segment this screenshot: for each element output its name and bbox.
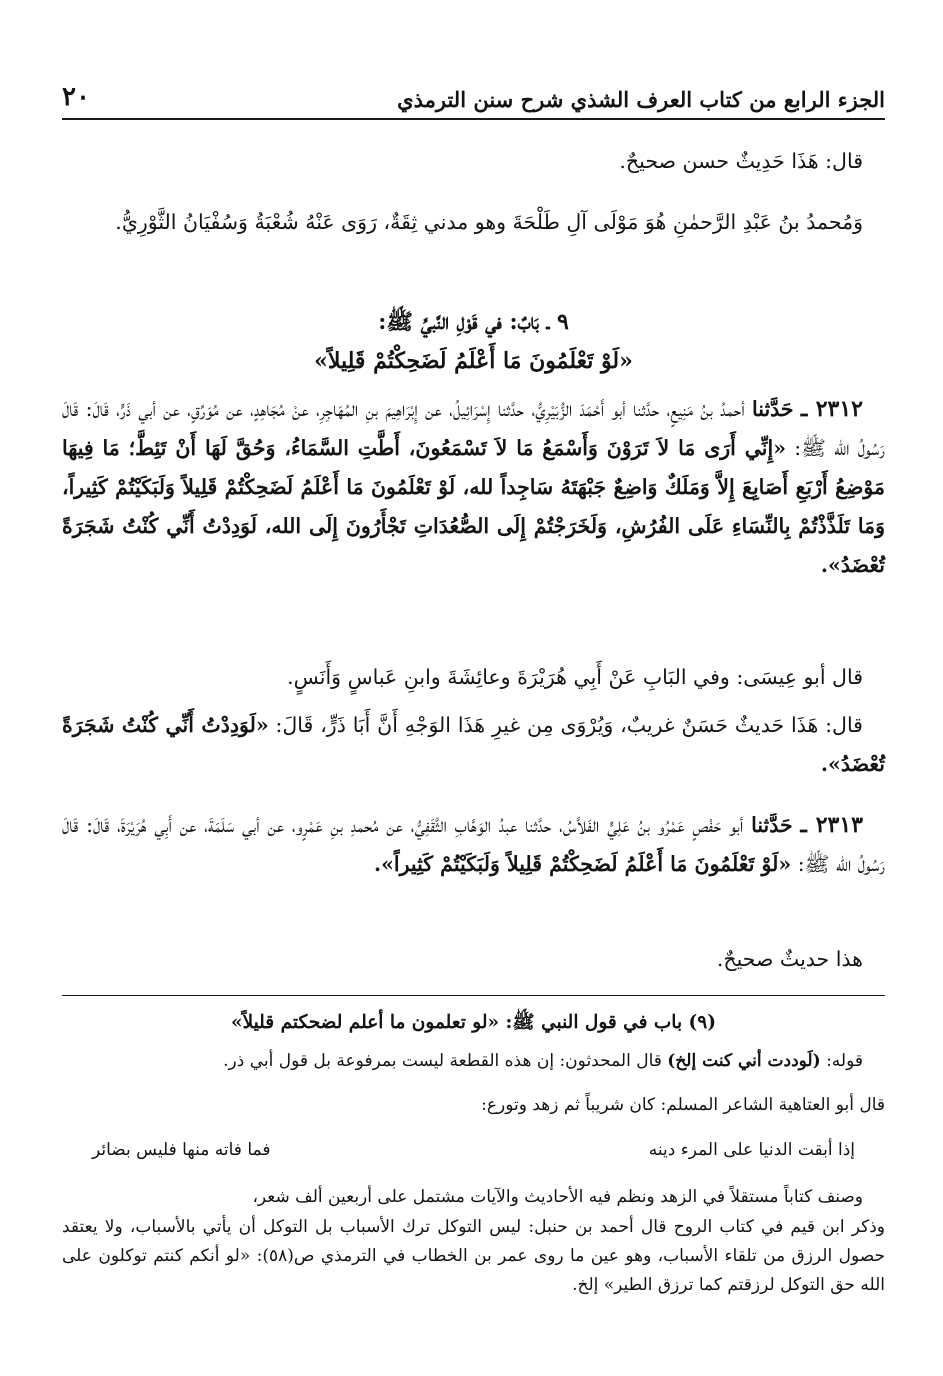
grading-text: قال: هَذَا حَديثٌ حَسَنٌ غريبٌ، وَيُرْوَى مِن غيرِ هَذَا الوَجْهِ أَنَّ أَبَا ذَرٍّ، قَالَ: (275, 713, 863, 737)
footnote-divider (62, 995, 885, 996)
footnote-1-text: قال المحدثون: إن هذه القطعة ليست بمرفوعة بل قول أبي ذر. (223, 1051, 662, 1071)
page-number: ٢٠ (62, 82, 90, 112)
intro-line-1: قال: هَذَا حَدِيثٌ حسن صحيحٌ. (619, 149, 863, 173)
verse-hemistich-2: فما فاته منها فليس بضائر (92, 1140, 271, 1160)
hadith-opening: حَدَّثنا (752, 397, 794, 421)
hadith-number: ٢٣١٢ ـ (800, 396, 863, 422)
chapter-title-line-2: «لَوْ تَعْلَمُونَ مَا أَعْلَمُ لَضَحِكْتُمْ قَلِيلاً» (314, 348, 633, 374)
hadith-verdict: هذا حديثٌ صحيحٌ. (716, 947, 863, 971)
hadith-2312 (62, 390, 885, 585)
running-header (62, 78, 885, 120)
footnote-heading: (٩) باب في قول النبي ﷺ: «لو تعلمون ما أعلم لضحكتم قليلاً» (231, 1012, 716, 1033)
grading-comment (62, 706, 885, 784)
hadith-opening: حَدَّثنا (751, 813, 793, 837)
chapter-title-line-1: ٩ ـ بَابٌ: في قَوْلِ النَّبيِّ ﷺ: (378, 309, 569, 335)
abu-isa-comment: قال أبو عِيسَى: وفي البَابِ عَنْ أَبِي هُرَيْرَةَ وعائِشَةَ وابنِ عَباسٍ وَأَنَسٍ. (287, 665, 863, 689)
footnote-2: قال أبو العتاهية الشاعر المسلم: كان شريباً ثم زهد وتورع: (481, 1095, 885, 1115)
hadith-matn: «لَوْ تَعْلَمُونَ مَا أَعْلَمُ لَضَحِكْتُمْ قَلِيلاً وَلَبَكَيْتُمْ كَثِيراً». (373, 852, 792, 876)
footnote-4: وذكر ابن قيم في كتاب الروح قال أحمد بن حنبل: ليس التوكل ترك الأسباب بل التوكل أن يأتي بالأسباب، ولا يعتقد حصول الرزق من تلقاء الأسباب، وهو عين ما روى عمر بن الخطاب في الترمذي ص(٥٨): «لو أنكم كنتم توكلون على الله حق التوكل لرزقتم كما ترزق الطير» إلخ. (62, 1217, 885, 1295)
footnote-1-lead: قوله: (826, 1051, 863, 1071)
footnote-3: وصنف كتاباً مستقلاً في الزهد ونظم فيه الأحاديث والآيات مشتمل على أربعين ألف شعر، (252, 1187, 863, 1207)
footnote-1 (62, 1047, 885, 1076)
grading-quote: «لَوَدِدْتُ أَنِّي كُنْتُ شَجَرَةً تُعْضَدُ». (62, 713, 885, 776)
page (62, 0, 885, 1376)
hadith-2313 (62, 806, 885, 884)
hadith-number: ٢٣١٣ ـ (800, 812, 863, 838)
running-title: الجزء الرابع من كتاب العرف الشذي شرح سنن الترمذي (397, 87, 885, 112)
footnote-1-quote: (لَوددت أني كنت إلخ) (667, 1051, 821, 1071)
hadith-isnad: أبو حَفْصٍ عَمْرُو بنُ عَلِيٍّ الفَلاَّسُ، حدَّثنا عبدُ الوَهَّابِ الثَّقَفِيُّ، عن مُحمدِ بنِ عَمْرٍو، عن أبي سَلَمَةَ، عن أَبِي هُرَيْرَةَ، قَالَ: قَالَ رَسُولُ الله ﷺ: (62, 813, 885, 876)
hadith-matn: «إِنِّي أَرَى مَا لاَ تَرَوْنَ وَأَسْمَعُ مَا لاَ تَسْمَعُونَ، أَطَّتِ السَّمَاءُ، وَحُقَّ لَهَا أَنْ تَئِطَّ؛ مَا فِيهَا مَوْضِعُ أَرْبَعِ أَصَابِعَ إِلاَّ وَمَلَكٌ وَاضِعٌ جَبْهَتَهُ سَاجِداً لله، لَوْ تَعْلَمُونَ مَا أَعْلَمُ لَضَحِكْتُمْ قَلِيلاً وَلَبَكَيْتُمْ كَثِيراً، وَمَا تَلَذَّذْتُمْ بِالنِّسَاءِ عَلَى الفُرُشِ، وَلَخَرَجْتُمْ إِلَى الصُّعُدَاتِ تَجْأَرُونَ إِلَى الله، لَوَدِدْتُ أَنِّي كُنْتُ شَجَرَةً تُعْضَدُ». (62, 436, 885, 577)
verse-hemistich-1: إذا أبقت الدنيا على المرء دينه (648, 1140, 855, 1160)
intro-line-2: وَمُحمدُ بنُ عَبْدِ الرَّحمٰنِ هُوَ مَوْلَى آلِ طَلْحَةَ وهو مدني ثِقَةٌ، رَوَى عَنْهُ شُعْبَةُ وَسُفْيَانُ الثَّوْرِيُّ. (115, 210, 863, 234)
poetry-verse (92, 1135, 855, 1165)
hadith-isnad: أحمدُ بنُ مَنِيعٍ، حدَّثنا أبو أَحْمَدَ الزُّبَيْرِيُّ، حدَّثنا إِسْرَائِيلُ، عن إِبْرَاهِيمَ بنِ المُهَاجِرِ، عنْ مُجَاهِدٍ، عن مُوَرِّقٍ، عن أبي ذَرٍّ، قَالَ: قَالَ رَسُولُ الله ﷺ: (62, 397, 885, 460)
